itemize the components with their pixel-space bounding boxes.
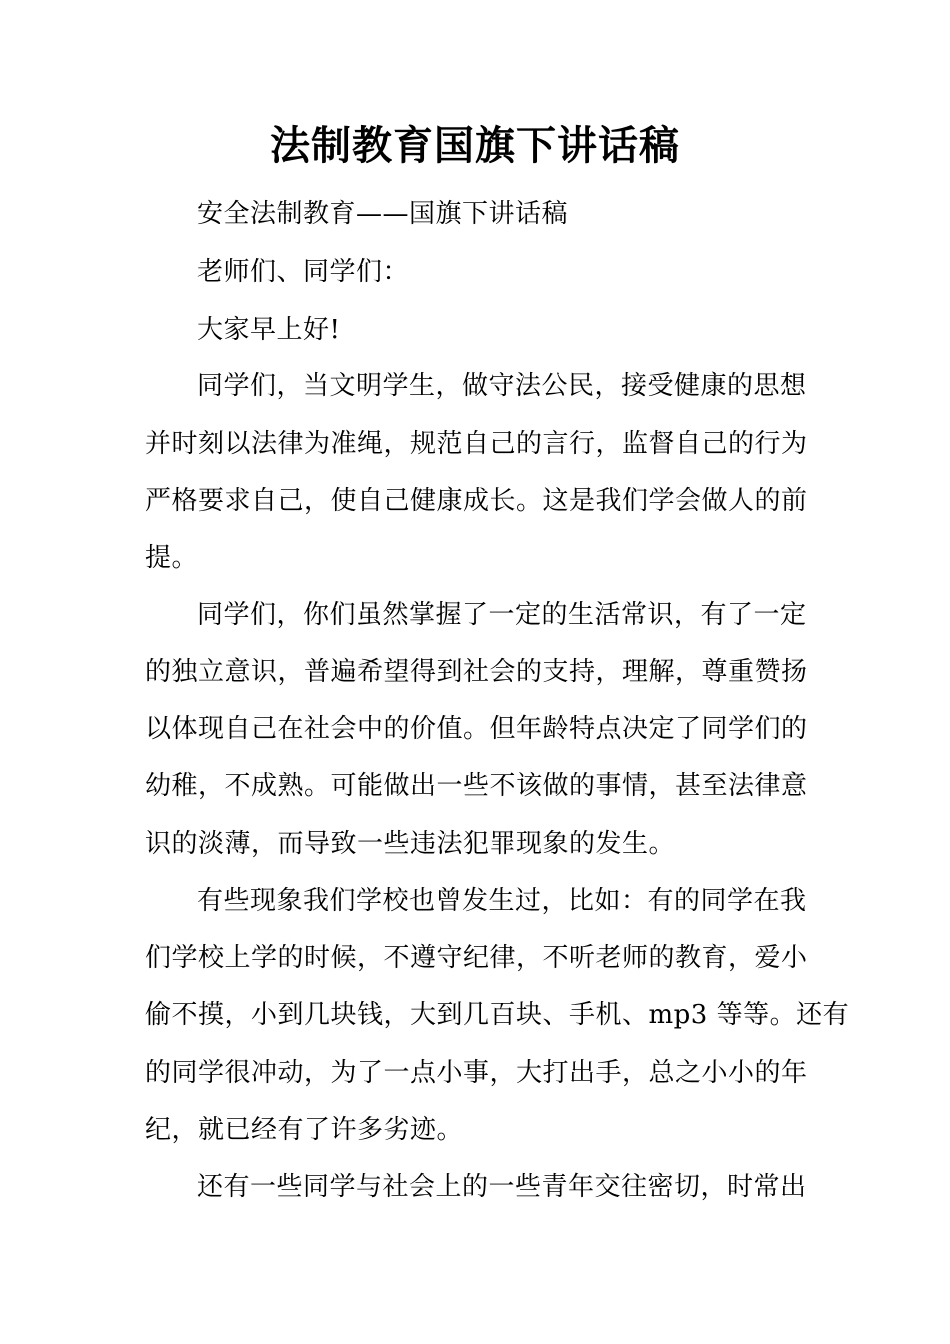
paragraph-line: 提。: [145, 543, 199, 573]
paragraph-line: 有些现象我们学校也曾发生过，比如：有的同学在我: [197, 886, 807, 916]
paragraph-line: 偷不摸，小到几块钱，大到几百块、手机、mp3 等等。还有: [145, 1000, 850, 1030]
greeting-line: 老师们、同学们：: [197, 257, 410, 287]
paragraph-line: 严格要求自己，使自己健康成长。这是我们学会做人的前: [145, 486, 808, 516]
paragraph-line: 以体现自己在社会中的价值。但年龄特点决定了同学们的: [145, 714, 808, 744]
paragraph-line: 纪，就已经有了许多劣迹。: [145, 1115, 464, 1145]
paragraph-line: 识的淡薄，而导致一些违法犯罪现象的发生。: [145, 829, 676, 859]
paragraph-line: 还有一些同学与社会上的一些青年交往密切，时常出: [197, 1172, 807, 1202]
paragraph-line: 幼稚，不成熟。可能做出一些不该做的事情，甚至法律意: [145, 771, 808, 801]
paragraph-line: 们学校上学的时候，不遵守纪律，不听老师的教育，爱小: [145, 943, 808, 973]
paragraph-line: 的独立意识，普遍希望得到社会的支持，理解，尊重赞扬: [145, 657, 808, 687]
greeting-line: 大家早上好!: [197, 315, 341, 345]
paragraph-line: 同学们，当文明学生，做守法公民，接受健康的思想: [197, 371, 807, 401]
document-title: 法制教育国旗下讲话稿: [270, 122, 680, 169]
paragraph-line: 并时刻以法律为准绳，规范自己的言行，监督自己的行为: [145, 429, 808, 459]
subtitle-line: 安全法制教育——国旗下讲话稿: [197, 199, 569, 229]
paragraph-line: 的同学很冲动，为了一点小事，大打出手，总之小小的年: [145, 1058, 808, 1088]
paragraph-line: 同学们，你们虽然掌握了一定的生活常识，有了一定: [197, 600, 807, 630]
